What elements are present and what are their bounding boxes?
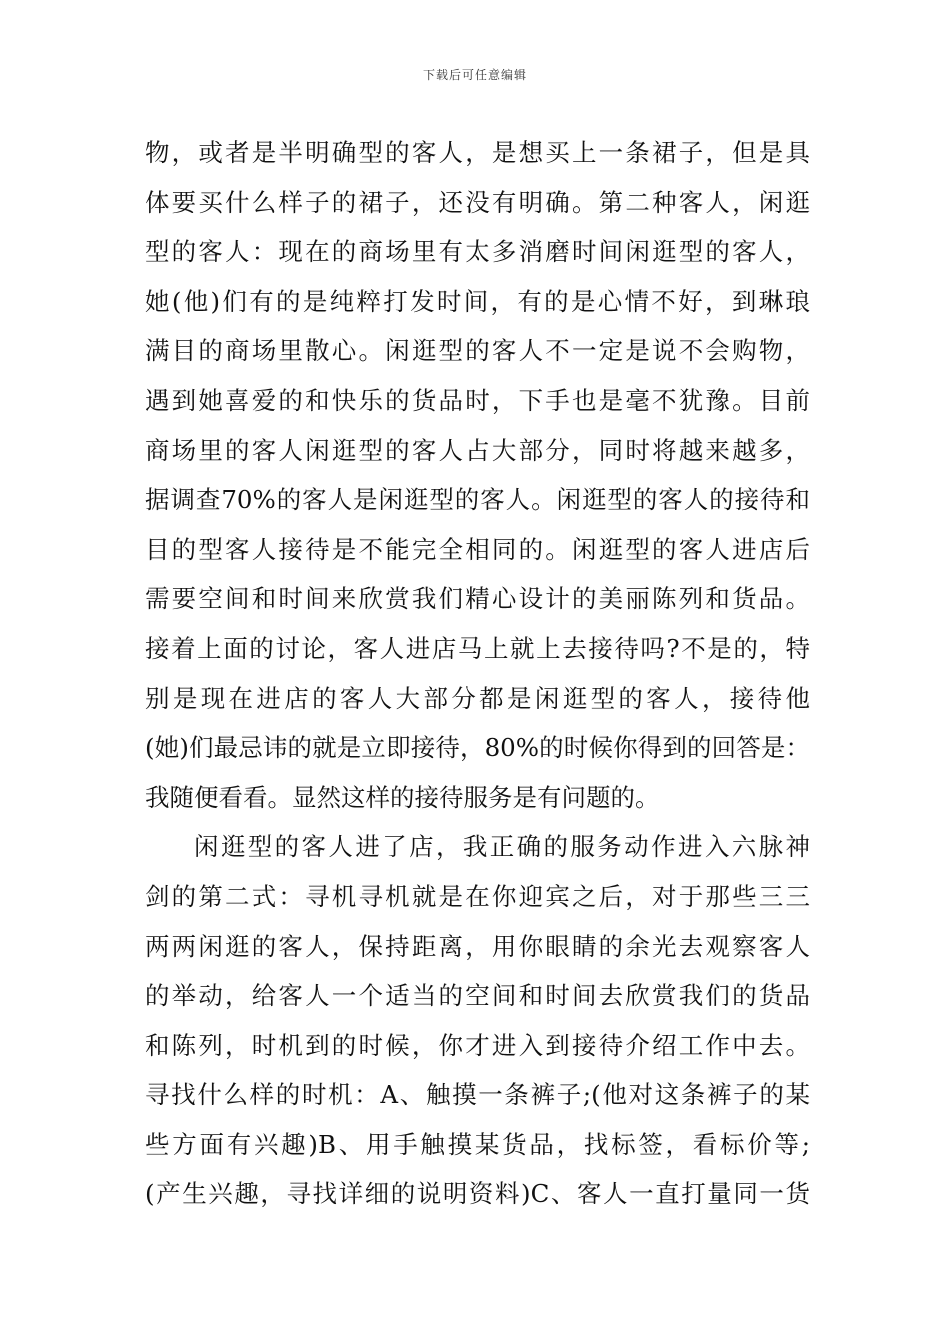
text-line: 需要空间和时间来欣赏我们精心设计的美丽陈列和货品。 — [145, 584, 810, 614]
text-line: 的举动，给客人一个适当的空间和时间去欣赏我们的货品 — [145, 981, 810, 1011]
text-line: 闲逛型的客人进了店，我正确的服务动作进入六脉神 — [194, 832, 810, 862]
paragraph — [145, 822, 810, 1219]
text-line: 商场里的客人闲逛型的客人占大部分，同时将越来越多， — [145, 435, 810, 465]
text-line: 型的客人：现在的商场里有太多消磨时间闲逛型的客人， — [145, 237, 810, 267]
text-line: 目的型客人接待是不能完全相同的。闲逛型的客人进店后 — [145, 534, 810, 564]
text-line: 体要买什么样子的裙子，还没有明确。第二种客人，闲逛 — [145, 187, 810, 217]
text-line: 别是现在进店的客人大部分都是闲逛型的客人，接待他 — [145, 683, 810, 713]
text-line: 满目的商场里散心。闲逛型的客人不一定是说不会购物， — [145, 336, 810, 366]
text-line: 物，或者是半明确型的客人，是想买上一条裙子，但是具 — [145, 138, 810, 167]
text-line: 我随便看看。显然这样的接待服务是有问题的。 — [145, 782, 660, 812]
paragraph — [145, 128, 810, 822]
text-line: 她(他)们有的是纯粹打发时间，有的是心情不好，到琳琅 — [145, 286, 810, 316]
text-line: 剑的第二式：寻机寻机就是在你迎宾之后，对于那些三三 — [145, 881, 810, 911]
text-line: 遇到她喜爱的和快乐的货品时，下手也是毫不犹豫。目前 — [145, 385, 810, 415]
text-line: 寻找什么样的时机：A、触摸一条裤子;(他对这条裤子的某 — [145, 1080, 810, 1110]
text-line: (产生兴趣，寻找详细的说明资料)C、客人一直打量同一货 — [145, 1179, 810, 1209]
text-line: 些方面有兴趣)B、用手触摸某货品，找标签，看标价等; — [145, 1129, 810, 1159]
text-line: 和陈列，时机到的时候，你才进入到接待介绍工作中去。 — [145, 1030, 810, 1060]
text-line: (她)们最忌讳的就是立即接待，80%的时候你得到的回答是： — [145, 733, 810, 763]
page-header: 下载后可任意编辑 — [422, 68, 527, 82]
text-line: 据调查70%的客人是闲逛型的客人。闲逛型的客人的接待和 — [145, 485, 810, 515]
document-body — [145, 128, 810, 1219]
text-line: 接着上面的讨论，客人进店马上就上去接待吗?不是的，特 — [145, 633, 810, 663]
text-line: 两两闲逛的客人，保持距离，用你眼睛的余光去观察客人 — [145, 931, 810, 961]
